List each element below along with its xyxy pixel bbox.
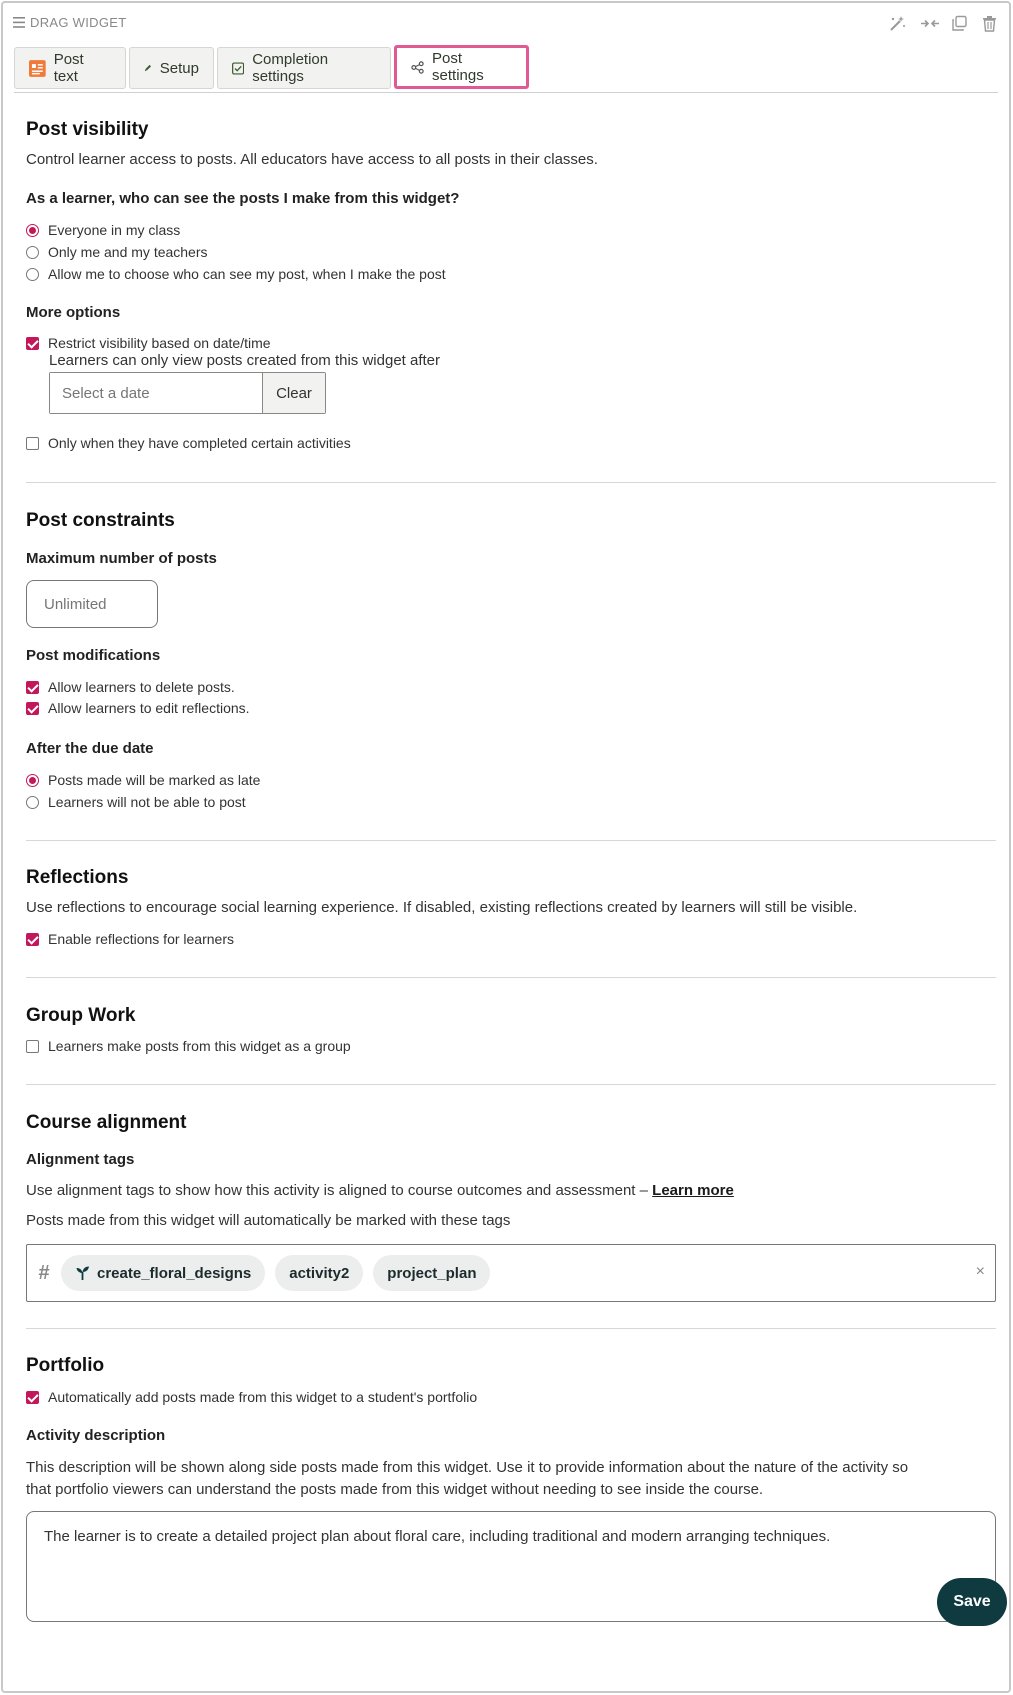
magic-wand-icon[interactable]: [889, 15, 906, 32]
sprout-icon: [75, 1266, 90, 1280]
date-input[interactable]: [50, 373, 262, 413]
radio-label: Only me and my teachers: [48, 244, 208, 260]
checkbox[interactable]: [26, 337, 39, 350]
radio-label: Learners will not be able to post: [48, 794, 246, 810]
checkbox-label: Learners make posts from this widget as a group: [48, 1038, 351, 1054]
tag-chip[interactable]: [373, 1255, 490, 1291]
allow-delete-checkbox[interactable]: [26, 679, 235, 695]
drag-handle[interactable]: [13, 15, 126, 30]
allow-edit-checkbox[interactable]: [26, 700, 250, 716]
max-posts-input[interactable]: [26, 580, 158, 628]
alignment-description: [26, 1182, 734, 1199]
radio-label: Posts made will be marked as late: [48, 772, 261, 788]
reflections-description: Use reflections to encourage social learning experience. If disabled, existing reflections created by learners will still be visible.: [26, 899, 858, 916]
activity-description-help-2: that portfolio viewers can understand the posts made from this widget without needing to see inside the course.: [26, 1481, 764, 1498]
radio-marked-late[interactable]: [26, 772, 260, 788]
clear-tags-icon[interactable]: ×: [975, 1263, 985, 1280]
radio-cannot-post[interactable]: [26, 794, 246, 810]
more-options-title: More options: [26, 304, 121, 321]
radio-button[interactable]: [26, 268, 39, 281]
post-text-icon: [29, 60, 46, 77]
tab-completion-settings[interactable]: [217, 47, 391, 89]
section-title-portfolio: Portfolio: [26, 1355, 105, 1376]
hash-icon: #: [38, 1261, 50, 1284]
checkbox[interactable]: [26, 1040, 39, 1053]
section-title-post-visibility: Post visibility: [26, 119, 149, 140]
tag-label: project_plan: [387, 1264, 477, 1282]
tab-post-text[interactable]: [14, 47, 126, 89]
checkbox[interactable]: [26, 437, 39, 450]
after-due-date-title: After the due date: [26, 740, 154, 757]
section-title-group-work: Group Work: [26, 1005, 136, 1026]
restrict-help-text: Learners can only view posts created from this widget after: [49, 352, 441, 369]
alignment-auto-note: Posts made from this widget will automatically be marked with these tags: [26, 1212, 511, 1229]
clear-date-button[interactable]: Clear: [262, 373, 325, 413]
checkbox-label: Restrict visibility based on date/time: [48, 335, 271, 351]
restrict-visibility-checkbox[interactable]: [26, 335, 271, 351]
section-title-reflections: Reflections: [26, 867, 129, 888]
radio-label: Allow me to choose who can see my post, when I make the post: [48, 266, 446, 282]
share-icon: [411, 61, 424, 74]
checkbox[interactable]: [26, 681, 39, 694]
widget-frame: [1, 1, 1011, 1693]
radio-button[interactable]: [26, 246, 39, 259]
pencil-icon: [144, 61, 152, 75]
section-divider: [26, 482, 996, 483]
drag-label: DRAG WIDGET: [30, 15, 127, 30]
section-title-post-constraints: Post constraints: [26, 510, 175, 531]
tab-label: Completion settings: [252, 51, 329, 85]
radio-everyone[interactable]: [26, 222, 180, 238]
tab-post-settings[interactable]: [394, 45, 529, 89]
tab-setup[interactable]: [129, 47, 214, 89]
radio-label: Everyone in my class: [48, 222, 181, 238]
checkbox[interactable]: [26, 933, 39, 946]
learn-more-link[interactable]: Learn more: [652, 1182, 734, 1199]
completed-activities-checkbox[interactable]: [26, 435, 351, 451]
section-divider: [26, 1328, 996, 1329]
activity-description-textarea[interactable]: [26, 1511, 996, 1622]
hamburger-icon: [13, 17, 25, 28]
auto-add-portfolio-checkbox[interactable]: [26, 1389, 477, 1405]
radio-choose-when-posting[interactable]: [26, 266, 446, 282]
post-modifications-title: Post modifications: [26, 647, 161, 664]
radio-button[interactable]: [26, 796, 39, 809]
section-divider: [26, 840, 996, 841]
tag-input[interactable]: [26, 1244, 996, 1302]
checkbox-label: Allow learners to delete posts.: [48, 679, 235, 695]
activity-description-help-1: This description will be shown along side posts made from this widget. Use it to provide information about the nature of the activity so: [26, 1459, 909, 1476]
max-posts-title: Maximum number of posts: [26, 550, 217, 567]
tab-label: Post text: [53, 51, 84, 85]
radio-button[interactable]: [26, 774, 39, 787]
tag-label: activity2: [289, 1264, 350, 1282]
alignment-description-text: Use alignment tags to show how this activity is aligned to course outcomes and assessment –: [26, 1182, 648, 1199]
section-divider: [26, 1084, 996, 1085]
duplicate-icon[interactable]: [951, 15, 968, 32]
radio-me-and-teachers[interactable]: [26, 244, 208, 260]
checkbox-label: Enable reflections for learners: [48, 931, 234, 947]
checkbox-label: Allow learners to edit reflections.: [48, 700, 250, 716]
visibility-question: As a learner, who can see the posts I make from this widget?: [26, 190, 460, 207]
tab-bar: [14, 47, 998, 93]
checkbox-label: Automatically add posts made from this widget to a student's portfolio: [48, 1389, 478, 1405]
alignment-tags-title: Alignment tags: [26, 1151, 135, 1168]
checkbox-icon: [232, 62, 244, 75]
section-divider: [26, 977, 996, 978]
date-picker: [49, 372, 326, 414]
tag-chip[interactable]: [275, 1255, 363, 1291]
widget-toolbar: [13, 15, 999, 37]
tag-label: create_floral_designs: [97, 1264, 252, 1282]
group-work-checkbox[interactable]: [26, 1038, 351, 1054]
post-visibility-description: Control learner access to posts. All educators have access to all posts in their classes.: [26, 151, 598, 168]
tab-label: Setup: [159, 59, 199, 77]
save-button[interactable]: Save: [937, 1578, 1007, 1626]
trash-icon[interactable]: [982, 15, 999, 32]
tag-chip[interactable]: [61, 1255, 265, 1291]
radio-button[interactable]: [26, 224, 39, 237]
tab-label: Post settings: [432, 50, 484, 84]
collapse-icon[interactable]: [920, 15, 937, 32]
checkbox-label: Only when they have completed certain activities: [48, 435, 351, 451]
enable-reflections-checkbox[interactable]: [26, 931, 234, 947]
activity-description-title: Activity description: [26, 1427, 166, 1444]
checkbox[interactable]: [26, 702, 39, 715]
section-title-course-alignment: Course alignment: [26, 1112, 187, 1133]
checkbox[interactable]: [26, 1391, 39, 1404]
